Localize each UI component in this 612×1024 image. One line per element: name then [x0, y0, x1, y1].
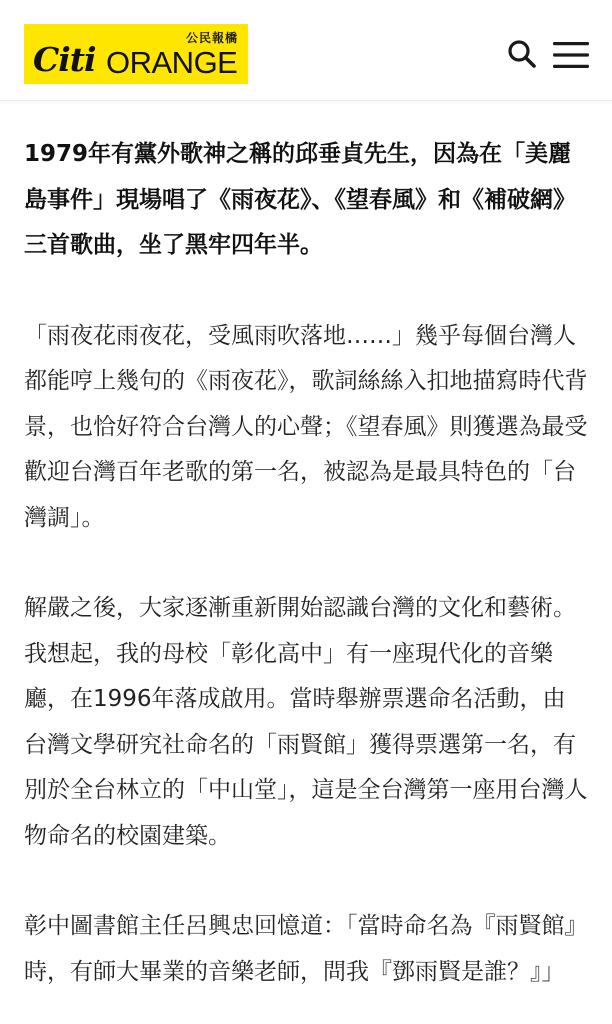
article-paragraph: 解嚴之後，大家逐漸重新開始認識台灣的文化和藝術。我想起，我的母校「彰化高中」有一座現代化的音樂廳，在1996年落成啟用。當時舉辦票選命名活動，由台灣文學研究社命名的「雨賢館」獲得票選第一名，有別於全台林立的「中山堂」，這是全台灣第一座用台灣人物命名的校園建築。: [24, 595, 588, 849]
article-paragraph: 「雨夜花雨夜花，受風雨吹落地……」幾乎每個台灣人都能哼上幾句的《雨夜花》，歌詞絲絲入扣地描寫時代背景，也恰好符合台灣人的心聲；《望春風》則獲選為最受歡迎台灣百年老歌的第一名，被認為是最具特色的「台灣調」。: [24, 322, 588, 531]
hamburger-menu-icon: [552, 40, 590, 70]
site-header: [0, 0, 612, 101]
article-body: [24, 132, 588, 995]
logo-citi-text: Citi: [33, 40, 96, 79]
menu-button[interactable]: [552, 40, 590, 70]
article-paragraph: 彰中圖書館主任呂興忠回憶道：「當時命名為『雨賢館』時，有師大畢業的音樂老師，問我『鄧雨賢是誰？』」: [24, 913, 588, 985]
citiorange-logo[interactable]: [24, 24, 248, 84]
search-icon: [504, 36, 540, 72]
lead-paragraph: 1979年有黨外歌神之稱的邱垂貞先生，因為在「美麗島事件」現場唱了《雨夜花》、《望春風》和《補破網》三首歌曲，坐了黑牢四年半。: [24, 141, 576, 258]
search-button[interactable]: [504, 36, 540, 72]
logo-tagline: 公民報橋: [185, 31, 238, 45]
logo-orange-text: ORANGE: [106, 45, 238, 80]
